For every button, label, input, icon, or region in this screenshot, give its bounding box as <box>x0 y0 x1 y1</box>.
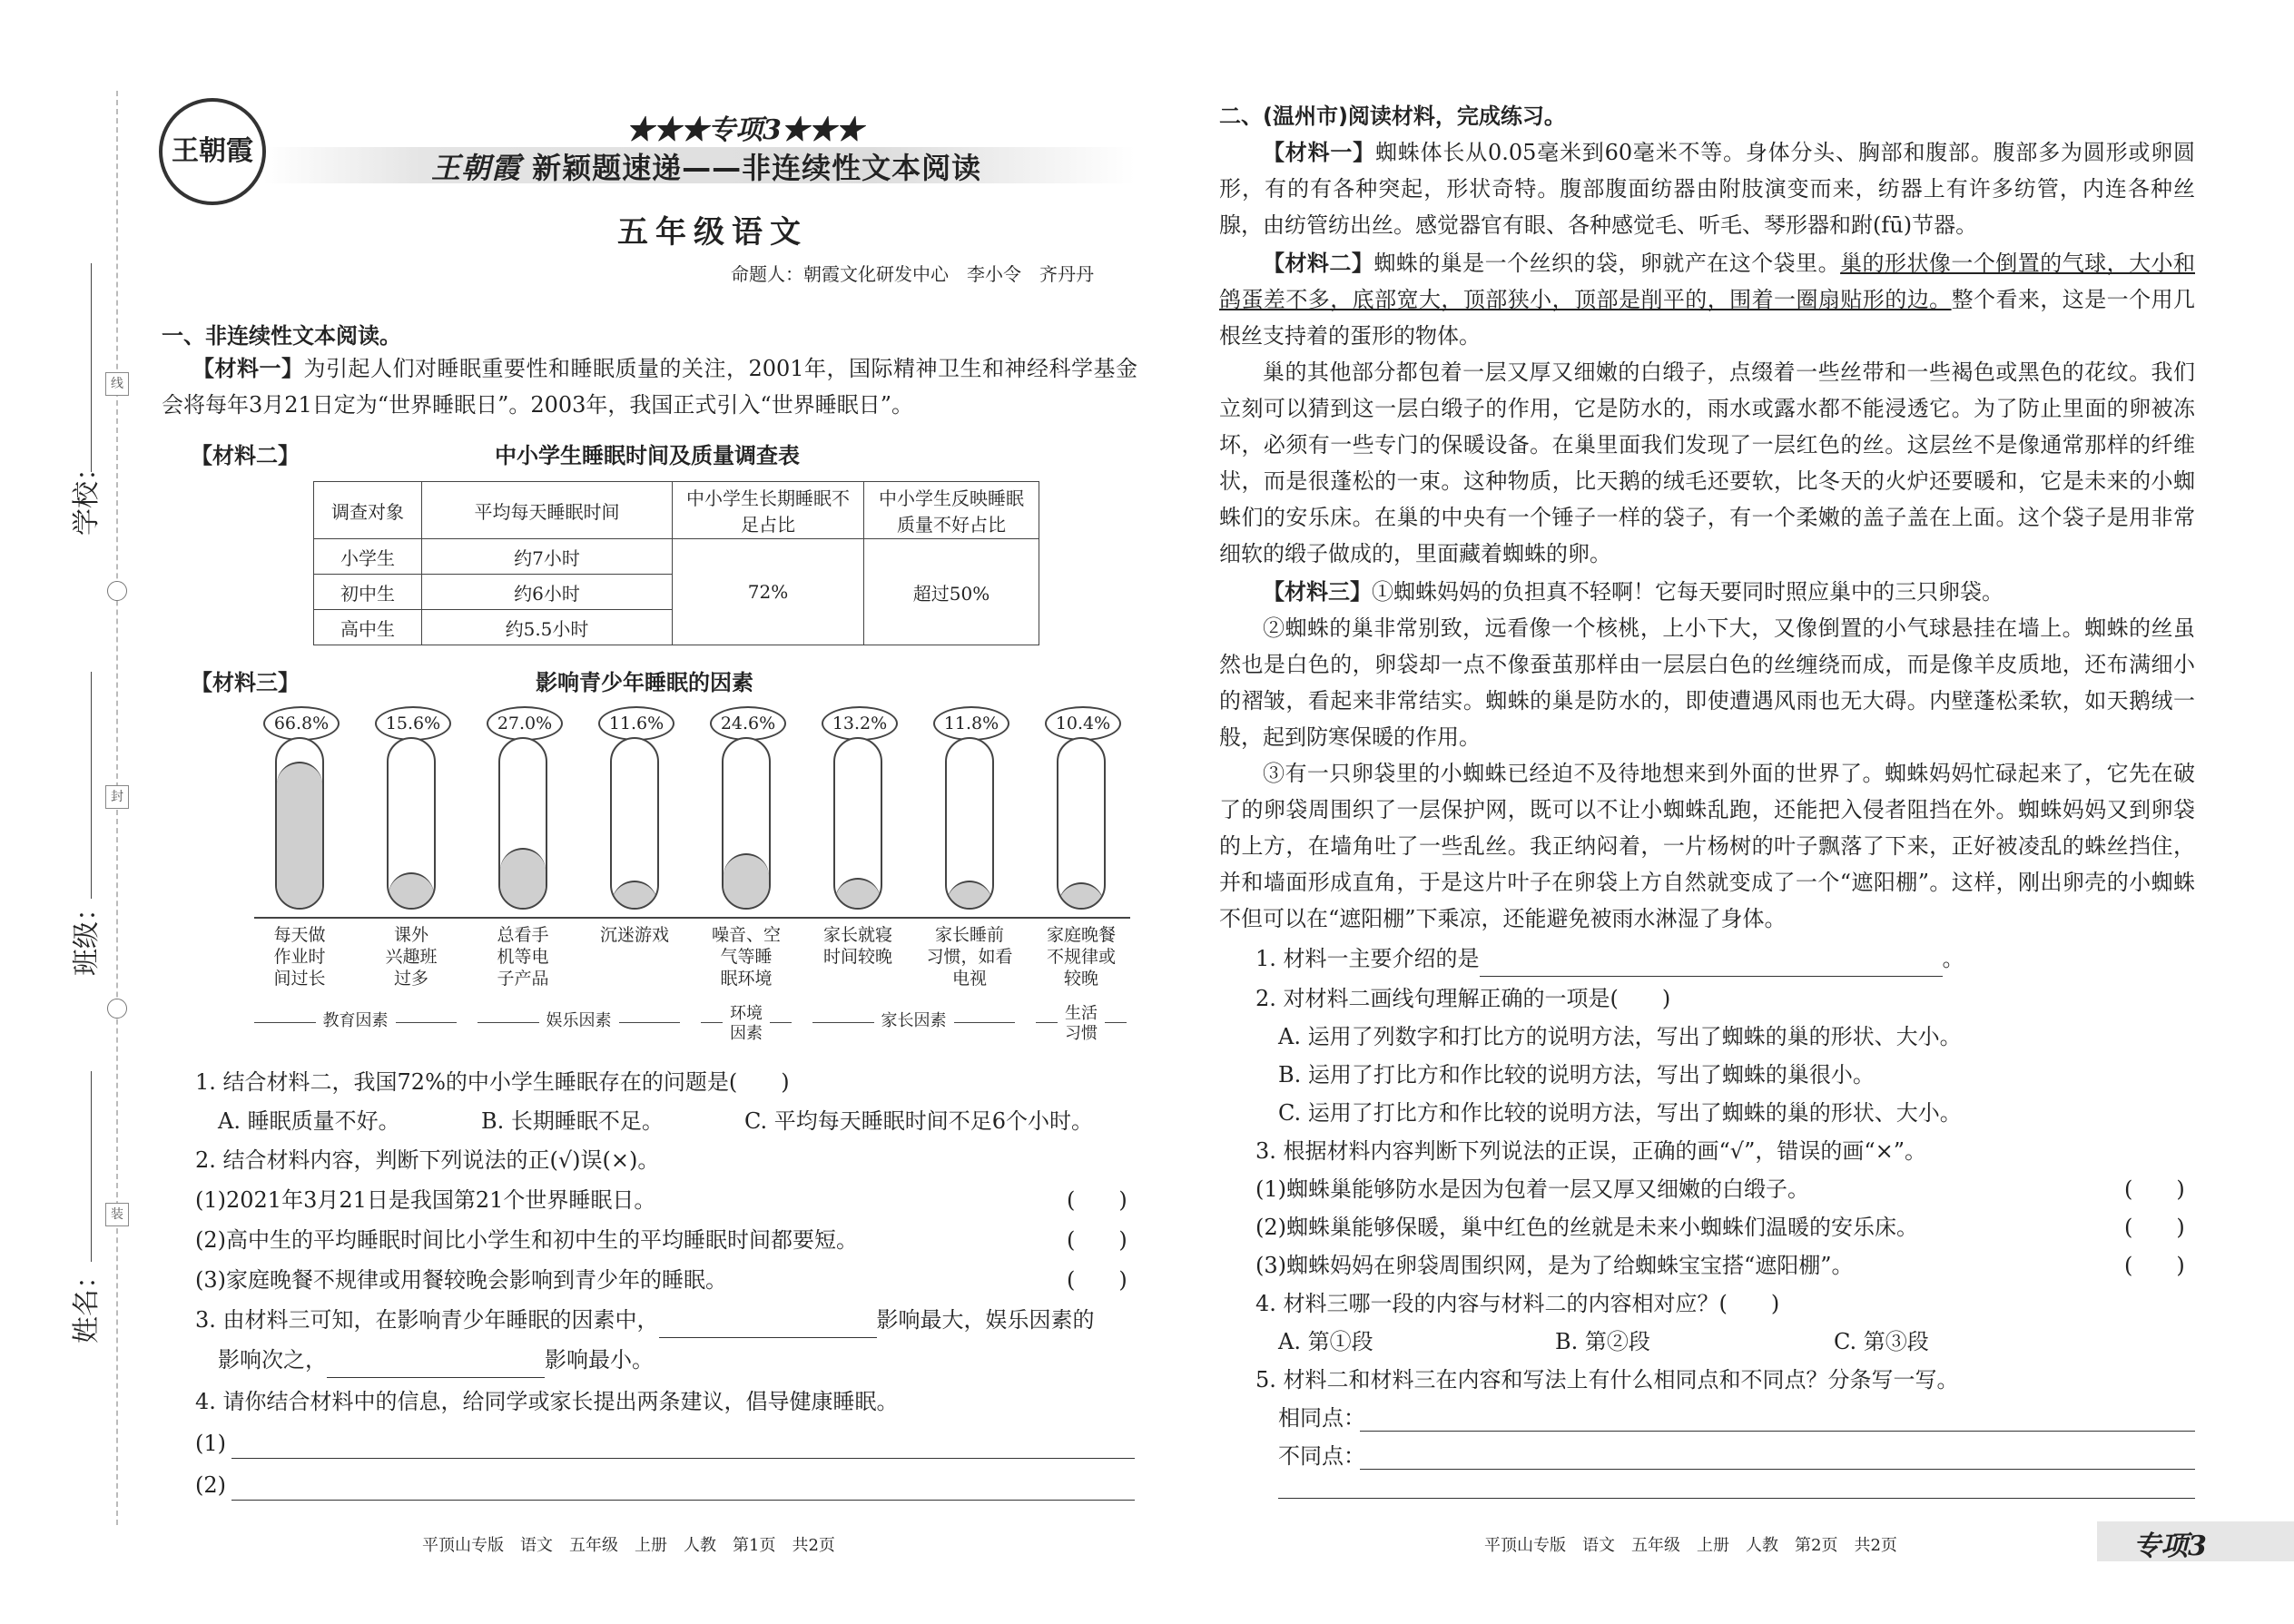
chart-category-line: 沉迷游戏 <box>599 925 669 945</box>
chart-value-label: 27.0% <box>487 706 563 741</box>
chart-bar <box>722 737 771 910</box>
chart-category-line: 较晚 <box>1063 969 1098 989</box>
footer-right: 平顶山专版 语文 五年级 上册 人教 第2页 共2页 <box>1484 1536 1897 1555</box>
chart-category-label <box>254 924 345 989</box>
table-title: 中小学生睡眠时间及质量调查表 <box>495 443 800 468</box>
r-material-1-label: 【材料一】 <box>1263 140 1375 165</box>
table-cell: 约6小时 <box>422 575 673 610</box>
r-q5-diff-label: 不同点： <box>1278 1443 1365 1469</box>
table-header: 中小学生反映睡眠质量不好占比 <box>864 482 1039 539</box>
chart-category-line: 机等电 <box>497 947 549 967</box>
chart-group-label-line: 生活 <box>1058 1004 1105 1024</box>
r-question-2: 2. 对材料二画线句理解正确的一项是( ) <box>1255 986 1671 1011</box>
chart-bar-fill <box>277 762 322 908</box>
chart-category-line: 电视 <box>951 969 987 989</box>
material-3-label: 【材料三】 <box>191 670 300 695</box>
table-cell-quality: 超过50% <box>864 539 1039 645</box>
chart-category-line: 习惯，如看 <box>926 947 1013 967</box>
chart-bar <box>1057 737 1106 910</box>
chart-value-label: 66.8% <box>263 706 340 741</box>
r-material-2-para-2: 巢的其他部分都包着一层又厚又细嫩的白缎子，点缀着一些丝带和一些褐色或黑色的花纹。我们立刻可以猜到这一层白缎子的作用，它是防水的，雨水或露水都不能浸透它。为了防止里面的卵被冻坏，必须有一些专门的保暖设备。在巢里面我们发现了一层红色的丝。这层丝不是像通常那样的纤维状，而是很蓬松的一束。这种物质，比天鹅的绒毛还要软，比冬天的火炉还要暖和，它是未来的小蜘蛛们的安乐床。在巢的中央有一个锤子一样的袋子，有一个柔嫩的盖子盖在上面。这个袋子是用非常细软的缎子做成的，里面藏着蜘蛛的卵。 <box>1219 359 2195 566</box>
chart-group-label-line: 习惯 <box>1058 1024 1105 1044</box>
title-text: 新颖题速递——非连续性文本阅读 <box>532 151 982 185</box>
q3-blank-1[interactable] <box>659 1337 877 1338</box>
chart-category-label <box>701 924 792 989</box>
q3-text-c: 影响次之， <box>218 1347 327 1373</box>
chart-category-line: 噪音、空 <box>711 925 781 945</box>
r-material-3-para-1 <box>1219 574 2195 610</box>
chart-category-line: 兴趣班 <box>385 947 438 967</box>
author-line: 命题人：朝霞文化研发中心 李小令 齐丹丹 <box>731 263 1094 285</box>
q4-answer-2-label: (2) <box>195 1472 226 1498</box>
q3-text-b: 影响最大，娱乐因素的 <box>876 1307 1095 1333</box>
chart-value-label: 11.8% <box>933 706 1009 741</box>
sleep-factor-chart <box>0 0 1144 1053</box>
chart-bar-fill <box>612 881 657 908</box>
chart-category-line: 作业时 <box>273 947 326 967</box>
chart-category-line: 子产品 <box>497 969 549 989</box>
table-cell: 初中生 <box>314 575 422 610</box>
r-q3-statement-3: (3)蜘蛛妈妈在卵袋周围织网，是为了给蜘蛛宝宝搭“遮阳棚”。 <box>1255 1253 1854 1278</box>
binding-mark-bind: 装 <box>105 1203 129 1226</box>
material-1-body: 为引起人们对睡眠重要性和睡眠质量的关注，2001年，国际精神卫生和神经科学基金会将每年3月21日定为“世界睡眠日”。2003年，我国正式引入“世界睡眠日”。 <box>162 356 1138 418</box>
chart-category-line: 课外 <box>393 925 428 945</box>
chart-value-label: 24.6% <box>710 706 786 741</box>
chart-category-line: 每天做 <box>273 925 326 945</box>
question-3 <box>195 1302 1095 1338</box>
r-q5-extra-line[interactable] <box>1278 1498 2195 1499</box>
chart-value-label: 13.2% <box>822 706 898 741</box>
section-1-heading: 一、非连续性文本阅读。 <box>162 323 401 349</box>
q3-blank-2[interactable] <box>327 1377 545 1378</box>
r-material-2-text <box>1219 245 2195 354</box>
table-cell: 约7小时 <box>422 539 673 575</box>
chart-group-label <box>701 1004 792 1044</box>
r-question-3: 3. 根据材料内容判断下列说法的正误，正确的画“√”，错误的画“×”。 <box>1255 1138 1927 1164</box>
chart-group-label-line: 环境 <box>723 1004 770 1024</box>
school-label: 学校： <box>71 454 103 536</box>
chart-bar <box>275 737 324 910</box>
chart-category-label <box>589 924 680 946</box>
chart-category-line: 不规律或 <box>1046 947 1116 967</box>
section-2-heading: 二、(温州市)阅读材料，完成练习。 <box>1219 103 1566 129</box>
chart-category-line: 家长睡前 <box>934 925 1004 945</box>
q4-answer-1-line[interactable] <box>231 1458 1135 1459</box>
chart-group-label-line: 娱乐因素 <box>539 1011 619 1031</box>
table-header: 中小学生长期睡眠不足占比 <box>673 482 864 539</box>
q4-answer-1-label: (1) <box>195 1431 226 1456</box>
r-q5-same-label: 相同点： <box>1278 1405 1365 1431</box>
r-material-3-para-3: ③有一只卵袋里的小蜘蛛已经迫不及待地想来到外面的世界了。蜘蛛妈妈忙碌起来了，它先在破了的卵袋周围织了一层保护网，既可以不让小蜘蛛乱跑，还能把入侵者阻挡在外。蜘蛛妈妈又到卵袋的上方，在墙角吐了一些乱丝。我正纳闷着，一片杨树的叶子飘落了下来，正好被凌乱的蛛丝挡住，并和墙面形成直角，于是这片叶子在卵袋上方自然就变成了一个“遮阳棚”。这样，刚出卵壳的小蜘蛛不但可以在“遮阳棚”下乘凉，还能避免被雨水淋湿了身体。 <box>1219 761 2195 931</box>
r-question-5: 5. 材料二和材料三在内容和写法上有什么相同点和不同点？分条写一写。 <box>1255 1367 1959 1393</box>
r-q1-blank[interactable] <box>1480 976 1943 977</box>
r-question-1 <box>1255 940 1964 977</box>
q3-text-a: 3. 由材料三可知，在影响青少年睡眠的因素中， <box>195 1307 659 1333</box>
chart-group-label <box>1036 1004 1127 1044</box>
chart-bar <box>387 737 436 910</box>
chart-category-label <box>478 924 568 989</box>
chart-bar <box>833 737 882 910</box>
r-q5-same-line[interactable] <box>1360 1431 2195 1432</box>
r-material-3-p1: ①蜘蛛妈妈的负担真不轻啊！它每天要同时照应巢中的三只卵袋。 <box>1372 579 2004 605</box>
chart-bar <box>945 737 994 910</box>
q2-statement-2: (2)高中生的平均睡眠时间比小学生和初中生的平均睡眠时间都要短。 <box>195 1227 858 1253</box>
r-material-3-para-2: ②蜘蛛的巢非常别致，远看像一个核桃，上小下大，又像倒置的小气球悬挂在墙上。蜘蛛的丝虽然也是白色的，卵袋却一点不像蚕茧那样由一层层白色的丝缠绕而成，而是像羊皮质地，还布满细小的褶皱，看起来非常结实。蜘蛛的巢是防水的，即使遭遇风雨也无大碍。内壁蓬松柔软，如天鹅绒一般，起到防寒保暖的作用。 <box>1219 615 2195 750</box>
chart-group-label-line: 教育因素 <box>316 1011 396 1031</box>
chart-category-line: 时间较晚 <box>822 947 892 967</box>
chart-title: 影响青少年睡眠的因素 <box>536 670 753 695</box>
chart-bar <box>498 737 547 910</box>
question-4: 4. 请你结合材料中的信息，给同学或家长提出两条建议，倡导健康睡眠。 <box>195 1389 899 1414</box>
series-label: ★★★专项3★★★ <box>626 114 863 146</box>
chart-bar-fill <box>724 853 769 908</box>
r-question-4: 4. 材料三哪一段的内容与材料二的内容相对应？( ) <box>1255 1291 1780 1316</box>
table-header: 平均每天睡眠时间 <box>422 482 673 539</box>
chart-group-label-row <box>812 1011 1015 1031</box>
r-material-2-b: 整个看来，这是一个用几根丝支持着的蛋形的物体。 <box>1219 287 2196 349</box>
q2-answer-2[interactable]: ( ) <box>1067 1227 1127 1253</box>
table-header: 调查对象 <box>314 482 422 539</box>
chart-group-label <box>812 1011 1015 1031</box>
footer-left: 平顶山专版 语文 五年级 上册 人教 第1页 共2页 <box>422 1536 835 1555</box>
q3-text-d: 影响最小。 <box>545 1347 654 1373</box>
question-2: 2. 结合材料内容，判断下列说法的正(√)误(×)。 <box>195 1147 660 1173</box>
r-q1-text: 1. 材料一主要介绍的是 <box>1255 946 1480 971</box>
chart-group-label <box>254 1011 457 1031</box>
chart-value-label: 10.4% <box>1045 706 1121 741</box>
chart-group-label-line: 家长因素 <box>874 1011 954 1031</box>
chart-group-label-row <box>701 1004 792 1024</box>
chart-category-line: 间过长 <box>273 969 326 989</box>
r-q3-answer-1[interactable]: ( ) <box>2124 1176 2185 1202</box>
question-3-cont <box>218 1342 654 1378</box>
chart-group-label <box>478 1011 680 1031</box>
chart-baseline <box>254 917 1130 919</box>
chart-bar-fill <box>500 848 546 908</box>
chart-category-line: 家庭晚餐 <box>1046 925 1116 945</box>
chart-bar <box>610 737 659 910</box>
table-cell: 高中生 <box>314 610 422 645</box>
table-cell-shortage: 72% <box>673 539 864 645</box>
chart-category-line: 总看手 <box>497 925 549 945</box>
chart-category-label <box>924 924 1015 989</box>
chart-group-label-row <box>478 1011 680 1031</box>
chart-group-label-row <box>1036 1004 1127 1024</box>
r-q3-statement-2: (2)蜘蛛巢能够保暖，巢中红色的丝就是未来小蜘蛛们温暖的安乐床。 <box>1255 1215 1918 1240</box>
r-q2-option-a[interactable]: A. 运用了列数字和打比方的说明方法，写出了蜘蛛的巢的形状、大小。 <box>1278 1024 1962 1049</box>
r-q5-diff-line[interactable] <box>1360 1469 2195 1470</box>
chart-value-label: 15.6% <box>375 706 451 741</box>
chart-category-label <box>366 924 457 989</box>
class-label: 班级： <box>71 894 103 976</box>
brand-logo: 王朝霞 <box>159 98 266 205</box>
name-label: 姓名： <box>71 1262 103 1343</box>
chart-group-label-row <box>254 1011 457 1031</box>
chart-category-line: 眠环境 <box>720 969 773 989</box>
r-q3-answer-2[interactable]: ( ) <box>2124 1215 2185 1240</box>
subtitle: 五年级语文 <box>617 214 808 251</box>
chart-category-line: 气等睡 <box>720 947 773 967</box>
q2-answer-1[interactable]: ( ) <box>1067 1187 1127 1213</box>
chart-group-label-row <box>1036 1024 1127 1044</box>
r-q3-answer-3[interactable]: ( ) <box>2124 1253 2185 1278</box>
chart-bar-fill <box>947 881 992 908</box>
r-q4-option-c[interactable]: C. 第③段 <box>1834 1329 1929 1354</box>
r-q2-option-c[interactable]: C. 运用了打比方和作比较的说明方法，写出了蜘蛛的巢的形状、大小。 <box>1278 1100 1962 1126</box>
r-material-1-text <box>1219 134 2195 243</box>
chart-bar-fill <box>1058 882 1104 908</box>
q1-option-c[interactable]: C. 平均每天睡眠时间不足6个小时。 <box>744 1108 1094 1134</box>
q4-answer-2-line[interactable] <box>231 1500 1135 1501</box>
q2-statement-3: (3)家庭晚餐不规律或用餐较晚会影响到青少年的睡眠。 <box>195 1267 727 1293</box>
r-q2-option-b[interactable]: B. 运用了打比方和作比较的说明方法，写出了蜘蛛的巢很小。 <box>1278 1062 1875 1088</box>
name-field[interactable] <box>91 1071 92 1262</box>
binding-mark-line: 线 <box>105 372 129 396</box>
table-cell: 约5.5小时 <box>422 610 673 645</box>
r-material-1-body: 蜘蛛体长从0.05毫米到60毫米不等。身体分头、胸部和腹部。腹部多为圆形或卵圆形，有的有各种突起，形状奇特。腹部腹面纺器由附肢演变而来，纺器上有许多纺管，内连各种丝腺，由纺管纺出丝。感觉器官有眼、各种感觉毛、听毛、琴形器和跗(fū)节器。 <box>1219 140 2195 238</box>
chart-category-line: 过多 <box>393 969 428 989</box>
r-material-3-label: 【材料三】 <box>1263 579 1372 605</box>
r-q1-end: 。 <box>1942 946 1964 971</box>
material-2-label: 【材料二】 <box>191 443 300 468</box>
chart-category-label <box>812 924 903 968</box>
q1-option-b[interactable]: B. 长期睡眠不足。 <box>481 1108 664 1134</box>
r-q4-option-b[interactable]: B. 第②段 <box>1555 1329 1650 1354</box>
chart-category-label <box>1036 924 1127 989</box>
question-1: 1. 结合材料二，我国72%的中小学生睡眠存在的问题是( ) <box>195 1069 790 1095</box>
r-q3-statement-1: (1)蜘蛛巢能够防水是因为包着一层又厚又细嫩的白缎子。 <box>1255 1176 1809 1202</box>
brand-name: 王朝霞 <box>431 151 522 185</box>
chart-group-label-row <box>701 1024 792 1044</box>
chart-category-line: 家长就寝 <box>822 925 892 945</box>
q1-option-a[interactable]: A. 睡眠质量不好。 <box>218 1108 400 1134</box>
r-material-2-label: 【材料二】 <box>1263 251 1374 276</box>
q2-statement-1: (1)2021年3月21日是我国第21个世界睡眠日。 <box>195 1187 656 1213</box>
chart-group-label-line: 因素 <box>723 1024 770 1044</box>
chart-bar-fill <box>835 878 881 908</box>
binding-mark-seal: 封 <box>105 785 129 809</box>
chart-value-label: 11.6% <box>598 706 674 741</box>
r-material-2-underlined: 巢的形状像一个倒置的气球，大小和鸽蛋差不多，底部宽大，顶部狭小，顶部是削平的，围着一圈扇贴形的边。 <box>1219 251 2196 312</box>
material-1-label: 【材料一】 <box>192 356 304 381</box>
footer-tag: 专项3 <box>2133 1530 2207 1562</box>
q2-answer-3[interactable]: ( ) <box>1067 1267 1127 1293</box>
chart-bar-fill <box>389 872 434 908</box>
table-cell: 小学生 <box>314 539 422 575</box>
r-material-2-a: 蜘蛛的巢是一个丝织的袋，卵就产在这个袋里。 <box>1373 251 1841 276</box>
r-q4-option-a[interactable]: A. 第①段 <box>1278 1329 1373 1354</box>
